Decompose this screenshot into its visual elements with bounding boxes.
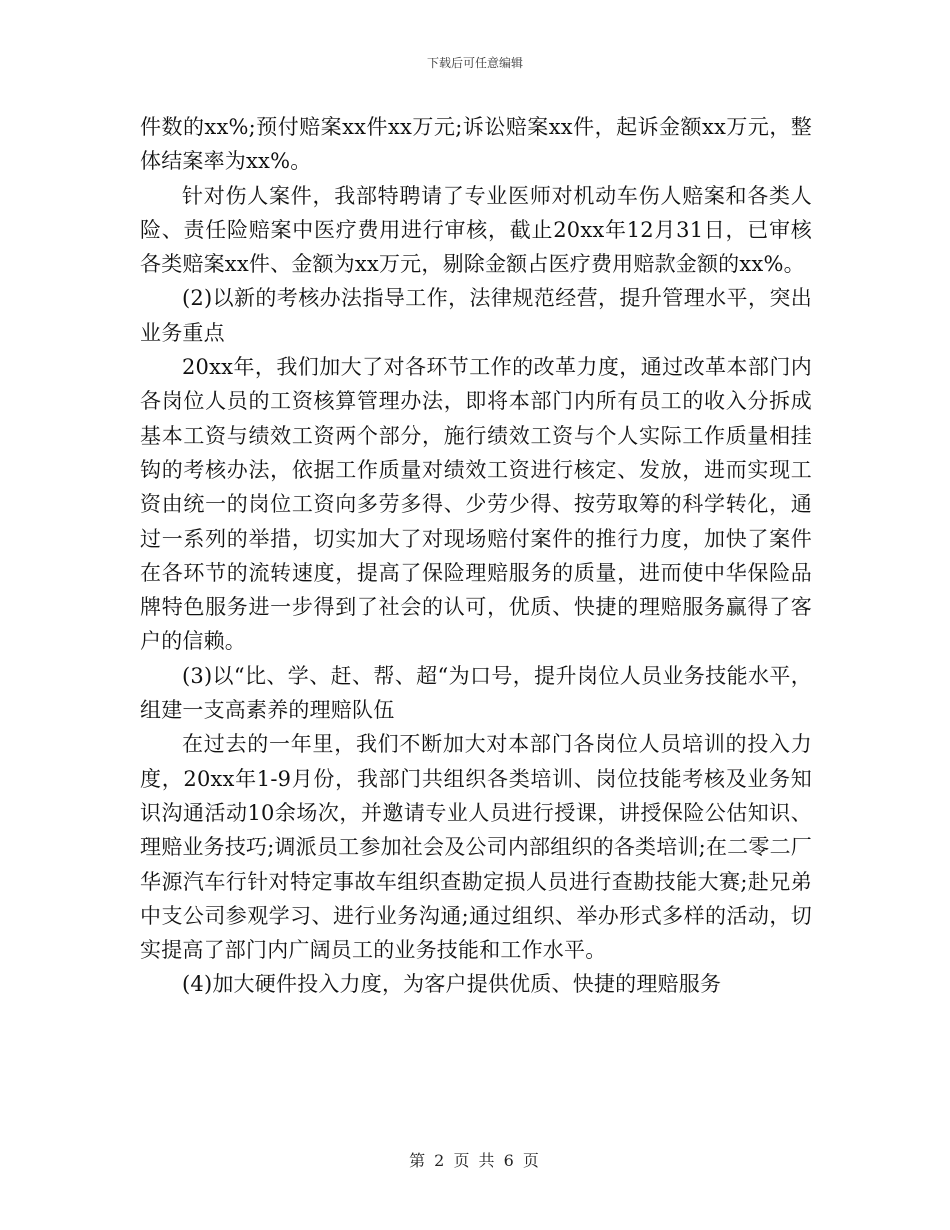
- paragraph-training: 在过去的一年里，我们不断加大对本部门各岗位人员培训的投入力度，20xx年1-9月份，我部门共组织各类培训、岗位技能考核及业务知识沟通活动10余场次，并邀请专业人员进行授课，讲授保险公估知识、理赔业务技巧;调派员工参加社会及公司内部组织的各类培训;在二零二厂华源汽车行针对特定事故车组织查勘定损人员进行查勘技能大赛;赴兄弟中支公司参观学习、进行业务沟通;通过组织、举办形式多样的活动，切实提高了部门内广阔员工的业务技能和工作水平。: [140, 732, 812, 963]
- page-number: 第 2 页 共 6 页: [409, 1151, 541, 1170]
- section-heading-4: (4)加大硬件投入力度，为客户提供优质、快捷的理赔服务: [182, 972, 722, 997]
- section-heading-3: (3)以“比、学、赶、帮、超“为口号，提升岗位人员业务技能水平，组建一支高素养的理赔队伍: [140, 663, 812, 723]
- paragraph-reform: 20xx年，我们加大了对各环节工作的改革力度，通过改革本部门内各岗位人员的工资核算管理办法，即将本部门内所有员工的收入分拆成基本工资与绩效工资两个部分，施行绩效工资与个人实际工作质量相挂钩的考核办法，依据工作质量对绩效工资进行核定、发放，进而实现工资由统一的岗位工资向多劳多得、少劳少得、按劳取筹的科学转化，通过一系列的举措，切实加大了对现场赔付案件的推行力度，加快了案件在各环节的流转速度，提高了保险理赔服务的质量，进而使中华保险品牌特色服务进一步得到了社会的认可，优质、快捷的理赔服务赢得了客户的信赖。: [140, 355, 812, 654]
- section-heading-2: (2)以新的考核办法指导工作，法律规范经营，提升管理水平，突出业务重点: [140, 286, 812, 345]
- paragraph-injury-cases: 针对伤人案件，我部特聘请了专业医师对机动车伤人赔案和各类人险、责任险赔案中医疗费用进行审核，截止20xx年12月31日，已审核各类赔案xx件、金额为xx万元，剔除金额占医疗费用赔款金额的xx%。: [140, 183, 812, 277]
- page-header-note: 下载后可任意编辑: [426, 56, 523, 70]
- paragraph-continuation: 件数的xx%;预付赔案xx件xx万元;诉讼赔案xx件，起诉金额xx万元，整体结案率为xx%。: [140, 115, 812, 174]
- document-body: [140, 110, 812, 1002]
